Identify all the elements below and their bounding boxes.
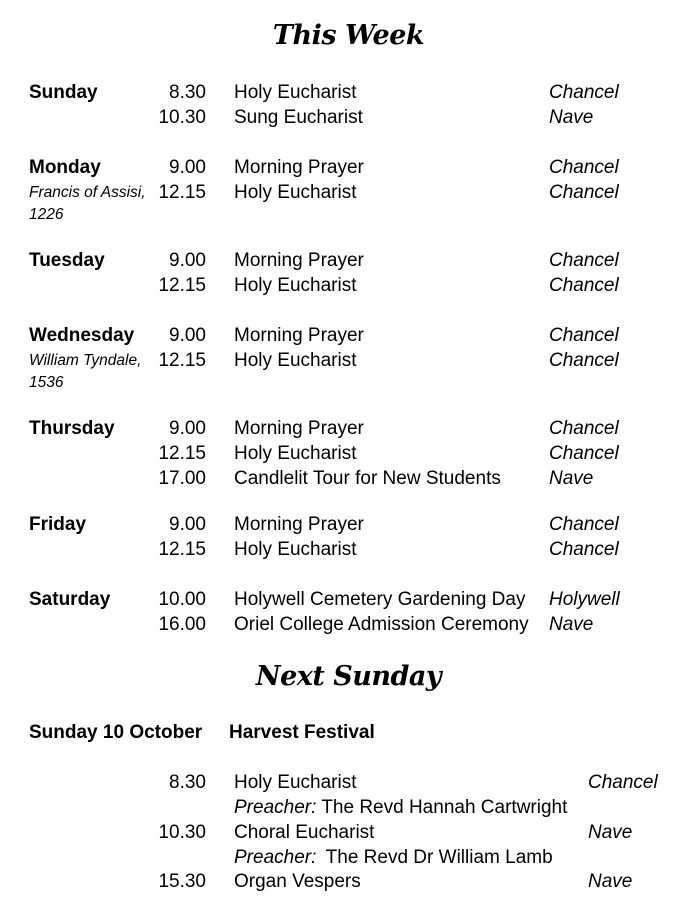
day-name: Friday xyxy=(29,514,87,535)
service-title: Holy Eucharist xyxy=(234,275,357,296)
next-sunday-date: Sunday 10 October xyxy=(29,722,203,743)
day-commemoration: William Tyndale, xyxy=(29,352,142,369)
service-location: Chancel xyxy=(549,182,619,203)
service-time: 12.15 xyxy=(158,182,206,203)
preacher-label: Preacher: xyxy=(234,797,317,818)
service-time: 8.30 xyxy=(169,82,206,103)
service-title: Morning Prayer xyxy=(234,418,364,439)
service-location: Chancel xyxy=(588,772,658,793)
service-title: Holy Eucharist xyxy=(234,443,357,464)
day-name: Wednesday xyxy=(29,325,135,346)
service-time: 17.00 xyxy=(158,468,206,489)
service-location: Nave xyxy=(549,468,594,489)
service-location: Chancel xyxy=(549,157,619,178)
service-time: 16.00 xyxy=(158,614,206,635)
service-location: Chancel xyxy=(549,82,619,103)
service-title: Holy Eucharist xyxy=(234,350,357,371)
service-location: Chancel xyxy=(549,514,619,535)
service-time: 10.00 xyxy=(158,589,206,610)
service-time: 9.00 xyxy=(169,418,206,439)
service-title: Choral Eucharist xyxy=(234,822,375,843)
preacher-line xyxy=(234,795,567,820)
preacher-name: The Revd Dr William Lamb xyxy=(325,847,553,868)
service-title: Holy Eucharist xyxy=(234,539,357,560)
service-title: Holy Eucharist xyxy=(234,772,357,793)
service-location: Chancel xyxy=(549,275,619,296)
service-title: Holywell Cemetery Gardening Day xyxy=(234,589,526,610)
service-title: Morning Prayer xyxy=(234,250,364,271)
next-sunday-heading: Next Sunday xyxy=(255,661,442,692)
preacher-line xyxy=(234,845,553,870)
service-location: Chancel xyxy=(549,250,619,271)
service-location: Nave xyxy=(588,871,633,892)
day-commemoration-year: 1226 xyxy=(29,206,64,223)
service-title: Holy Eucharist xyxy=(234,82,357,103)
service-time: 12.15 xyxy=(158,275,206,296)
day-name: Tuesday xyxy=(29,250,105,271)
service-time: 12.15 xyxy=(158,350,206,371)
day-name: Thursday xyxy=(29,418,115,439)
service-time: 12.15 xyxy=(158,443,206,464)
service-location: Nave xyxy=(549,107,594,128)
day-commemoration: Francis of Assisi, xyxy=(29,184,146,201)
service-time: 10.30 xyxy=(158,107,206,128)
service-title: Morning Prayer xyxy=(234,325,364,346)
day-name: Monday xyxy=(29,157,101,178)
service-title: Candlelit Tour for New Students xyxy=(234,468,501,489)
day-name: Saturday xyxy=(29,589,111,610)
service-time: 15.30 xyxy=(158,871,206,892)
service-time: 9.00 xyxy=(169,250,206,271)
service-title: Morning Prayer xyxy=(234,157,364,178)
service-time: 10.30 xyxy=(158,822,206,843)
day-commemoration-year: 1536 xyxy=(29,374,64,391)
preacher-label: Preacher: xyxy=(234,847,317,868)
service-location: Chancel xyxy=(549,539,619,560)
this-week-heading: This Week xyxy=(272,20,425,51)
service-location: Nave xyxy=(588,822,633,843)
service-title: Holy Eucharist xyxy=(234,182,357,203)
service-location: Nave xyxy=(549,614,594,635)
service-title: Oriel College Admission Ceremony xyxy=(234,614,529,635)
preacher-name: The Revd Hannah Cartwright xyxy=(321,797,568,818)
service-location: Holywell xyxy=(549,589,620,610)
day-name: Sunday xyxy=(29,82,98,103)
service-title: Morning Prayer xyxy=(234,514,364,535)
service-time: 12.15 xyxy=(158,539,206,560)
service-location: Chancel xyxy=(549,443,619,464)
service-title: Organ Vespers xyxy=(234,871,361,892)
service-time: 9.00 xyxy=(169,514,206,535)
service-location: Chancel xyxy=(549,350,619,371)
service-location: Chancel xyxy=(549,418,619,439)
service-time: 9.00 xyxy=(169,157,206,178)
service-title: Sung Eucharist xyxy=(234,107,363,128)
service-time: 8.30 xyxy=(169,772,206,793)
service-location: Chancel xyxy=(549,325,619,346)
next-sunday-occasion: Harvest Festival xyxy=(229,722,375,743)
service-time: 9.00 xyxy=(169,325,206,346)
